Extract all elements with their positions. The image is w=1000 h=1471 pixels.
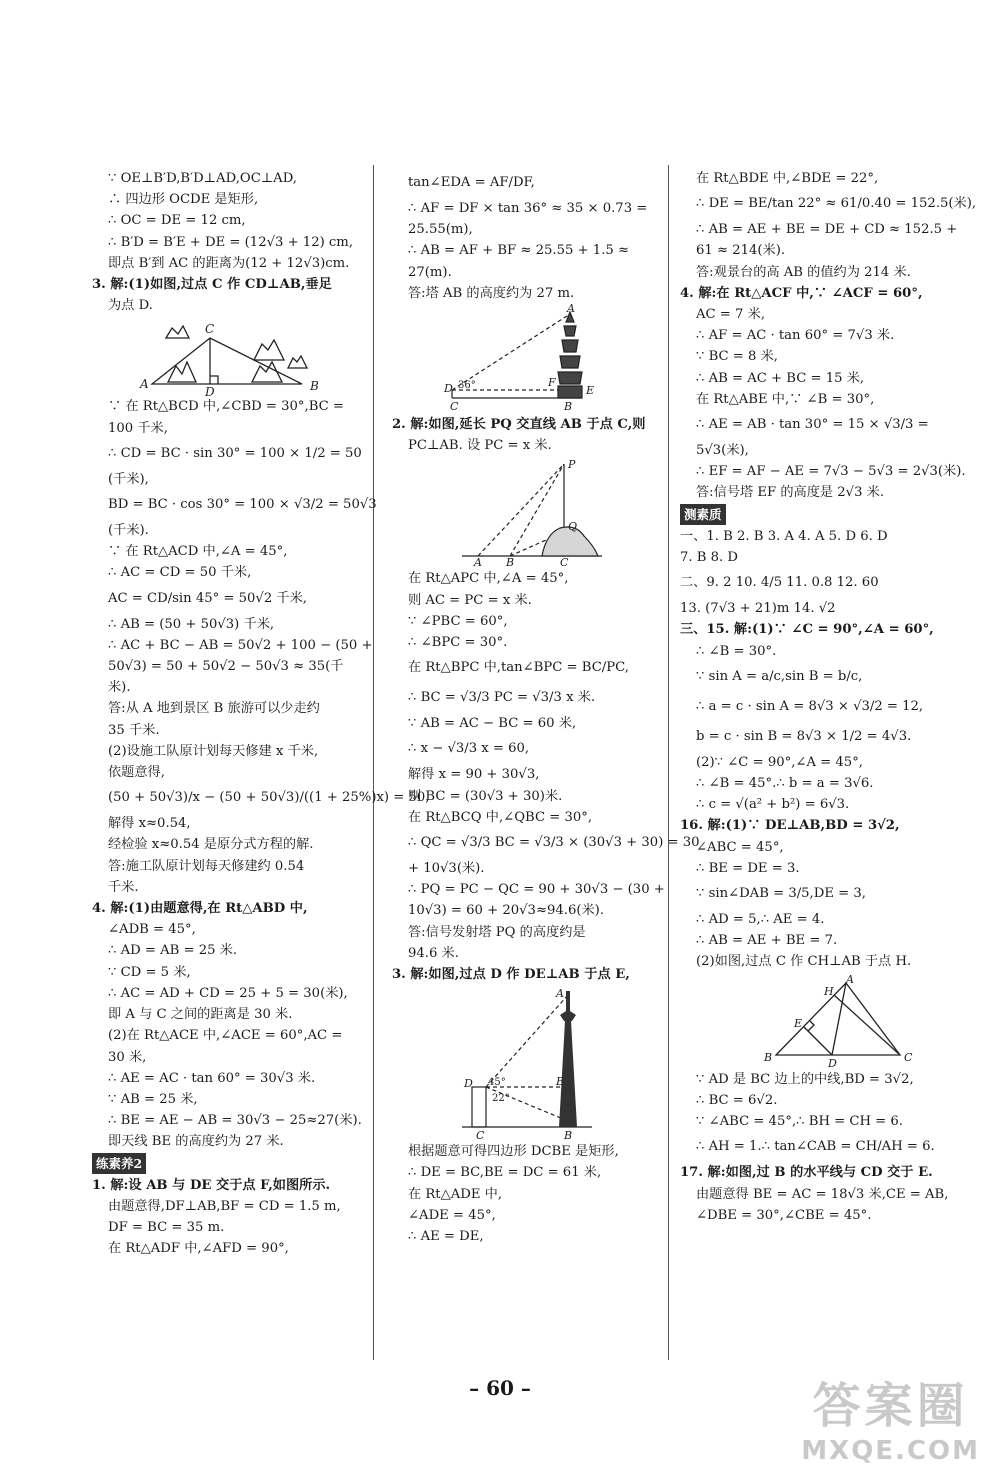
text-line: 即 A 与 C 之间的距离是 30 米. [108,1007,293,1023]
text-line: (2)∵ ∠C = 90°,∠A = 45°, [696,754,863,770]
label-c: C [205,322,215,337]
text-line: ∴ 四边形 OCDE 是矩形, [108,192,259,208]
label-e: E [556,1075,565,1089]
text-line: ∴ AE = DE, [408,1229,484,1245]
text-line: 即点 B′到 AC 的距离为(12 + 12√3)cm. [108,255,350,271]
text-line: 解得 x = 90 + 30√3, [408,767,540,783]
label-45deg: 45° [488,1077,506,1089]
text-line: ∴ AF = AC · tan 60° = 7√3 米. [696,328,895,344]
text-line: ∵ 在 Rt△ACD 中,∠A = 45°, [108,544,288,560]
text-line: ∴ AF = DF × tan 36° ≈ 35 × 0.73 = [408,201,648,216]
text-line: (2)在 Rt△ACE 中,∠ACE = 60°,AC = [108,1028,343,1044]
text-line: ∴ AB = AF + BF ≈ 25.55 + 1.5 ≈ [408,243,630,259]
problem-heading: 1. 解:设 AB 与 DE 交于点 F,如图所示. [92,1177,331,1193]
text-line: 经检验 x≈0.54 是原分式方程的解. [108,837,314,853]
problem-heading: 2. 解:如图,延长 PQ 交直线 AB 于点 C,则 [392,417,646,433]
label-d: D [464,1077,473,1091]
label-22deg: 22° [492,1093,510,1105]
text-line: 则 AC = PC = x 米. [408,592,532,608]
text-line: (2)如图,过点 C 作 CH⊥AB 于点 H. [696,954,912,970]
text-line: ∠DBE = 30°,∠CBE = 45°. [696,1207,872,1223]
text-line: 解得 x≈0.54, [108,816,191,832]
text-line: PC⊥AB. 设 PC = x 米. [408,438,552,454]
section-label: 测素质 [680,504,726,525]
label-a: A [567,302,575,316]
problem-heading: 3. 解:(1)如图,过点 C 作 CD⊥AB,垂足 [92,277,332,293]
text-line: ∴ AC = CD = 50 千米, [108,565,252,581]
text-line: 依题意得, [108,765,165,781]
text-line: ∵ BC = 8 米, [696,349,779,365]
text-line: 为点 D. [108,298,153,314]
text-line: ∵ sin A = a/c,sin B = b/c, [696,668,863,684]
label-q: Q [568,520,578,534]
text-line: ∴ BC = 6√2. [696,1092,778,1108]
text-line: (千米), [108,471,149,487]
label-b: B [764,1050,773,1064]
label-p: P [568,458,576,472]
label-d: D [828,1056,837,1070]
text-line: 即天线 BE 的高度约为 27 米. [108,1134,284,1150]
text-line: ∴ AH = 1.∴ tan∠CAB = CH/AH = 6. [696,1139,935,1155]
column-divider-1 [373,165,374,1360]
problem-heading: 17. 解:如图,过 B 的水平线与 CD 交于 E. [680,1165,933,1181]
text-line: ∵ sin∠DAB = 3/5,DE = 3, [696,886,866,902]
text-line: 在 Rt△BCQ 中,∠QBC = 30°, [408,809,593,825]
problem-heading: 三、15. 解:(1)∵ ∠C = 90°,∠A = 60°, [680,622,934,638]
text-line: ∵ CD = 5 米, [108,964,191,980]
text-line: DF = BC = 35 m. [108,1220,225,1236]
text-line: ∴ AD = AB = 25 米. [108,943,238,959]
text-line: 在 Rt△ADE 中, [408,1186,503,1202]
text-line: 由题意得,DF⊥AB,BF = CD = 1.5 m, [108,1198,341,1214]
column-2 [392,168,700,1247]
text-line: 30 米, [108,1049,147,1065]
text-line: ∴ AE = AB · tan 30° = 15 × √3/3 = [696,417,929,433]
label-b: B [310,379,319,394]
text-line: 35 千米. [108,722,160,738]
text-line: ∴ AE = AC · tan 60° = 30√3 米. [108,1070,316,1086]
text-line: ∵ AB = 25 米, [108,1091,198,1107]
text-line: 94.6 米. [408,945,459,961]
figure-mountains-triangle [92,318,362,400]
text-line: ∴ ∠B = 45°.∴ b = a = 3√6. [696,776,874,792]
text-line: ∵ 在 Rt△BCD 中,∠CBD = 30°,BC = [108,399,344,415]
label-d: D [205,385,215,400]
choice-answers: 7. B 8. D [680,550,739,566]
text-line: 在 Rt△ADF 中,∠AFD = 90°, [108,1241,289,1257]
text-line: 千米. [108,879,139,895]
text-line: ∴ B′D = B′E + DE = (12√3 + 12) cm, [108,234,354,250]
label-a: A [474,556,482,570]
text-line: 在 Rt△BPC 中,tan∠BPC = BC/PC, [408,660,629,676]
text-line: ∵ AD 是 BC 边上的中线,BD = 3√2, [696,1071,914,1087]
text-line: 27(m). [408,264,452,280]
figure-pagoda [392,302,658,414]
text-line: (千米). [108,523,149,539]
text-line: 由题意得 BE = AC = 18√3 米,CE = AB, [696,1186,949,1202]
text-line: + 10√3(米). [408,861,485,877]
text-line: ∴ ∠BPC = 30°. [408,635,508,651]
figure-tv-tower [392,987,658,1143]
label-c: C [476,1129,485,1143]
answer-line: 答:信号塔 EF 的高度是 2√3 米. [696,485,885,501]
text-line: ∵ AB = AC − BC = 60 米, [408,716,577,732]
answer-line: 答:从 A 地到景区 B 旅游可以少走约 [108,701,320,717]
text-line: ∴ BE = AE − AB = 30√3 − 25≈27(米). [108,1113,362,1129]
text-line: 根据题意可得四边形 DCBE 是矩形, [408,1144,619,1160]
fill-answers: 二、9. 2 10. 4/5 11. 0.8 12. 60 [680,575,879,591]
label-b: B [564,1129,573,1143]
label-a: A [556,987,564,1001]
text-line: 25.55(m), [408,222,473,238]
answer-line: 答:施工队原计划每天修建约 0.54 [108,858,305,874]
label-a: A [846,972,854,986]
text-line: ∴ CD = BC · sin 30° = 100 × 1/2 = 50 [108,445,362,461]
label-b: B [506,556,515,570]
text-line: ∴ BC = √3/3 PC = √3/3 x 米. [408,690,596,706]
text-line: 在 Rt△ABE 中,∵ ∠B = 30°, [696,391,875,407]
fill-answers: 13. (7√3 + 21)m 14. √2 [680,601,836,617]
label-e: E [794,1016,803,1030]
text-line: ∴ BE = DE = 3. [696,860,800,876]
text-line: ∴ AB = (50 + 50√3) 千米, [108,616,275,632]
choice-answers: 一、1. B 2. B 3. A 4. A 5. D 6. D [680,528,888,544]
label-d: D [444,382,453,396]
label-f: F [548,376,556,390]
problem-heading: 4. 解:(1)由题意得,在 Rt△ABD 中, [92,901,308,917]
label-c: C [450,400,459,414]
label-36deg: 36° [458,380,476,392]
text-line: 则 BC = (30√3 + 30)米. [408,788,563,804]
text-line: ∴ AB = AE + BE = DE + CD ≈ 152.5 + [696,222,958,238]
text-line: tan∠EDA = AF/DF, [408,175,535,190]
text-line: ∠ABC = 45°, [696,839,784,855]
text-line: 50√3) = 50 + 50√2 − 50√3 ≈ 35(千 [108,659,344,675]
text-line: ∴ AB = AE + BE = 7. [696,933,838,949]
text-line: ∴ ∠B = 30°. [696,643,777,659]
text-line: AC = CD/sin 45° = 50√2 千米, [108,590,307,606]
text-line: ∠ADB = 45°, [108,922,196,938]
text-line: ∴ OC = DE = 12 cm, [108,213,246,229]
text-line: ∵ OE⊥B′D,B′D⊥AD,OC⊥AD, [108,171,298,186]
label-c: C [560,556,569,570]
text-line: ∵ ∠PBC = 60°, [408,613,508,629]
figure-triangle-abc [680,972,950,1070]
text-line: ∴ AD = 5,∴ AE = 4. [696,912,825,928]
text-line: (50 + 50√3)/x − (50 + 50√3)/((1 + 25%)x) = 50, [108,790,430,806]
answer-line: 答:塔 AB 的高度约为 27 m. [408,285,575,301]
text-line: ∴ AC = AD + CD = 25 + 5 = 30(米), [108,985,348,1001]
answer-line: 答:信号发射塔 PQ 的高度约是 [408,924,586,940]
text-line: 在 Rt△APC 中,∠A = 45°, [408,571,569,587]
text-line: ∵ ∠ABC = 45°,∴ BH = CH = 6. [696,1114,903,1130]
text-line: b = c · sin B = 8√3 × 1/2 = 4√3. [696,728,912,744]
text-line: ∴ PQ = PC − QC = 90 + 30√3 − (30 + [408,882,665,898]
text-line: ∴ EF = AF − AE = 7√3 − 5√3 = 2√3(米). [696,464,966,480]
text-line: ∴ DE = BC,BE = DC = 61 米, [408,1165,602,1181]
text-line: 5√3(米), [696,443,749,459]
label-c: C [904,1050,913,1064]
text-line: ∴ AB = AC + BC = 15 米, [696,370,865,386]
text-line: 10√3) = 60 + 20√3≈94.6(米). [408,903,605,919]
text-line: ∠ADE = 45°, [408,1207,496,1223]
text-line: BD = BC · cos 30° = 100 × √3/2 = 50√3 [108,497,377,513]
figure-signal-tower [392,458,658,570]
problem-heading: 16. 解:(1)∵ DE⊥AB,BD = 3√2, [680,818,900,834]
text-line: ∴ QC = √3/3 BC = √3/3 × (30√3 + 30) = 30 [408,835,700,851]
watermark-logo: 答案圈 MXQE.COM [801,1378,980,1466]
text-line: 在 Rt△BDE 中,∠BDE = 22°, [696,171,879,186]
text-line: 100 千米, [108,420,168,436]
page-number: – 60 – [469,1376,531,1400]
text-line: AC = 7 米, [696,307,766,323]
text-line: (2)设施工队原计划每天修建 x 千米, [108,743,319,759]
label-e: E [586,384,595,398]
column-divider-2 [668,165,669,1360]
problem-heading: 4. 解:在 Rt△ACF 中,∵ ∠ACF = 60°, [680,285,923,301]
answer-line: 答:观景台的高 AB 的值约为 214 米. [696,264,911,280]
text-line: ∴ AC + BC − AB = 50√2 + 100 − (50 + [108,637,373,653]
section-label: 练素养2 [92,1153,146,1174]
label-h: H [824,984,834,998]
column-3 [680,168,977,1226]
label-b: B [564,400,573,414]
text-line: ∴ a = c · sin A = 8√3 × √3/2 = 12, [696,698,924,714]
problem-heading: 3. 解:如图,过点 D 作 DE⊥AB 于点 E, [392,967,630,983]
text-line: ∴ x − √3/3 x = 60, [408,741,530,757]
label-a: A [140,377,149,392]
text-line: ∴ c = √(a² + b²) = 6√3. [696,797,850,813]
text-line: 米). [108,680,131,696]
text-line: ∴ DE = BE/tan 22° ≈ 61/0.40 = 152.5(米), [696,196,977,212]
text-line: 61 ≈ 214(米). [696,243,786,259]
